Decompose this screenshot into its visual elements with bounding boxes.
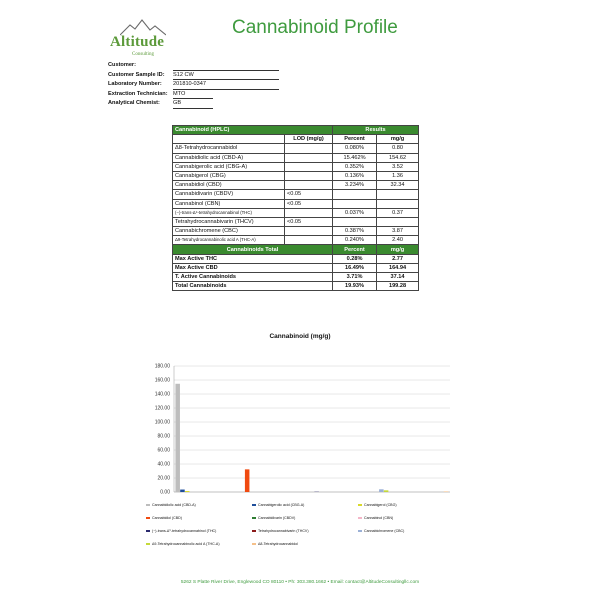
legend-label: Cannabichromene (CBC)	[364, 529, 405, 533]
cannabinoid-name: Cannabinol (CBN)	[173, 199, 285, 208]
lod-value	[285, 208, 333, 217]
percent-value: 0.136%	[333, 171, 377, 180]
legend-item	[252, 516, 295, 520]
totals-percent: 3.71%	[333, 273, 377, 282]
table-row	[173, 208, 419, 217]
table-header-cannabinoid: Cannabinoid (HPLC)	[173, 126, 333, 135]
chart-bar	[379, 489, 384, 492]
company-logo	[108, 18, 178, 64]
table-header-row	[173, 126, 419, 135]
lod-value	[285, 162, 333, 171]
legend-item	[146, 516, 182, 520]
cannabinoid-name: Cannabidivarin (CBDV)	[173, 190, 285, 199]
column-lod: LOD (mg/g)	[285, 135, 333, 144]
info-label: Laboratory Number:	[108, 81, 162, 87]
column-percent: Percent	[333, 135, 377, 144]
totals-mgg: 199.28	[377, 282, 419, 291]
info-value: MTO	[173, 91, 213, 100]
mgg-value: 3.87	[377, 227, 419, 236]
table-row	[173, 162, 419, 171]
info-value: GB	[173, 100, 213, 109]
cannabinoid-name: Tetrahydrocannabivarin (THCV)	[173, 217, 285, 226]
lod-value: <0.05	[285, 190, 333, 199]
totals-percent: 19.93%	[333, 282, 377, 291]
totals-percent: 0.28%	[333, 254, 377, 263]
percent-value: 3.234%	[333, 181, 377, 190]
table-body	[173, 144, 419, 245]
legend-swatch	[358, 530, 362, 532]
cannabinoid-name: Cannabichromene (CBC)	[173, 227, 285, 236]
cannabinoid-name: Cannabigerolic acid (CBG-A)	[173, 162, 285, 171]
legend-label: Cannabidiolic acid (CBD-A)	[152, 503, 196, 507]
table-row	[173, 181, 419, 190]
percent-value	[333, 199, 377, 208]
mgg-value	[377, 199, 419, 208]
info-value	[173, 62, 279, 71]
legend-item	[358, 529, 404, 533]
percent-value	[333, 190, 377, 199]
legend-label: Δ9-Tetrahydrocannabinolic acid A (THC-A)	[152, 542, 220, 546]
legend-label: Tetrahydrocannabivarin (THCV)	[258, 529, 309, 533]
table-row	[173, 199, 419, 208]
mgg-value	[377, 217, 419, 226]
totals-mgg-header: mg/g	[377, 245, 419, 254]
mgg-value: 0.37	[377, 208, 419, 217]
info-value: 201810-0347	[173, 81, 279, 90]
info-label: Customer Sample ID:	[108, 71, 165, 78]
cannabinoid-name: Cannabidiolic acid (CBD-A)	[173, 153, 285, 162]
y-tick-label: 140.00	[154, 391, 170, 398]
y-tick-label: 20.00	[157, 475, 170, 482]
legend-swatch	[146, 504, 150, 506]
totals-mgg: 37.14	[377, 273, 419, 282]
cannabinoid-chart	[140, 352, 460, 500]
y-tick-label: 160.00	[154, 377, 170, 384]
lod-value	[285, 181, 333, 190]
table-header-results: Results	[333, 126, 419, 135]
chart-title: Cannabinoid (mg/g)	[269, 333, 331, 340]
y-tick-label: 100.00	[154, 419, 170, 426]
table-row	[173, 227, 419, 236]
table-row	[173, 190, 419, 199]
lod-value: <0.05	[285, 217, 333, 226]
logo-wordmark: Altitude	[110, 34, 165, 50]
mgg-value: 2.40	[377, 236, 419, 245]
footer-contact: 5262 S Platte River Drive, Englewood CO 80110 • Ph: 303.380.1662 • Email: contact@AltitudeConsultingllc.com	[180, 580, 420, 585]
mgg-value: 154.62	[377, 153, 419, 162]
legend-item	[146, 503, 196, 507]
legend-swatch	[252, 504, 256, 506]
cannabinoid-name: Δ9-Tetrahydrocannabinolic acid A (THC-A)	[173, 236, 285, 245]
percent-value	[333, 217, 377, 226]
percent-value: 0.080%	[333, 144, 377, 153]
totals-label: T. Active Cannabinoids	[173, 273, 333, 282]
page-title: Cannabinoid Profile	[232, 17, 398, 38]
legend-swatch	[252, 517, 256, 519]
legend-item	[358, 503, 397, 507]
lod-value	[285, 236, 333, 245]
legend-item	[252, 503, 304, 507]
mgg-value: 3.52	[377, 162, 419, 171]
info-label: Analytical Chemist:	[108, 100, 160, 106]
table-row	[173, 217, 419, 226]
table-row	[173, 171, 419, 180]
legend-swatch	[146, 517, 150, 519]
chart-bar	[175, 384, 180, 492]
totals-body	[173, 254, 419, 291]
mgg-value: 0.80	[377, 144, 419, 153]
totals-row	[173, 263, 419, 272]
y-tick-label: 180.00	[154, 363, 170, 370]
totals-row	[173, 254, 419, 263]
legend-label: Cannabigerolic acid (CBG-A)	[258, 503, 305, 507]
mgg-value	[377, 190, 419, 199]
legend-label: Cannabidivarin (CBDV)	[258, 516, 296, 520]
table-column-row	[173, 135, 419, 144]
chart-bar	[245, 469, 250, 492]
totals-row	[173, 282, 419, 291]
totals-header-row	[173, 245, 419, 254]
info-value: S12 CW	[173, 72, 279, 81]
legend-item	[252, 542, 298, 546]
chart-bar	[384, 490, 389, 492]
legend-swatch	[146, 530, 150, 532]
y-tick-label: 80.00	[157, 433, 170, 440]
table-row	[173, 236, 419, 245]
info-label: Extraction Technician:	[108, 90, 168, 97]
percent-value: 0.240%	[333, 236, 377, 245]
column-mgg: mg/g	[377, 135, 419, 144]
legend-swatch	[146, 543, 150, 545]
totals-label: Max Active THC	[173, 254, 333, 263]
cannabinoid-name: Cannabidiol (CBD)	[173, 181, 285, 190]
lod-value	[285, 171, 333, 180]
legend-item	[358, 516, 393, 520]
totals-percent: 16.49%	[333, 263, 377, 272]
cannabinoid-name: (−)-trans-Δ⁹-tetrahydrocannabinol (THC)	[173, 208, 285, 217]
legend-item	[146, 529, 216, 533]
info-label: Customer:	[108, 62, 136, 68]
totals-mgg: 164.94	[377, 263, 419, 272]
y-tick-label: 40.00	[157, 461, 170, 468]
table-row	[173, 153, 419, 162]
chart-bar	[180, 490, 185, 492]
cannabinoid-name: Δ8-Tetrahydrocannabidol	[173, 144, 285, 153]
lod-value	[285, 153, 333, 162]
totals-mgg: 2.77	[377, 254, 419, 263]
table-row	[173, 144, 419, 153]
y-tick-label: 60.00	[157, 447, 170, 454]
legend-swatch	[252, 530, 256, 532]
totals-header: Cannabinoids Total	[173, 245, 333, 254]
percent-value: 0.037%	[333, 208, 377, 217]
legend-label: (−)-trans-Δ⁹-tetrahydrocannabinol (THC)	[152, 529, 217, 533]
logo-subtitle: Consulting	[132, 52, 154, 57]
lod-value: <0.05	[285, 199, 333, 208]
totals-row	[173, 273, 419, 282]
chart-bar	[185, 491, 190, 492]
totals-label: Total Cannabinoids	[173, 282, 333, 291]
y-tick-label: 120.00	[154, 405, 170, 412]
cannabinoid-name: Cannabigerol (CBG)	[173, 171, 285, 180]
legend-swatch	[252, 543, 256, 545]
legend-swatch	[358, 517, 362, 519]
y-tick-label: 0.00	[160, 489, 170, 496]
legend-label: Cannabigerol (CBG)	[364, 503, 397, 507]
percent-value: 0.352%	[333, 162, 377, 171]
legend-swatch	[358, 504, 362, 506]
legend-item	[146, 542, 220, 546]
legend-label: Δ8-Tetrahydrocannabidol	[258, 542, 298, 546]
chart-bar	[444, 491, 449, 492]
mgg-value: 1.36	[377, 171, 419, 180]
percent-value: 0.387%	[333, 227, 377, 236]
lod-value	[285, 227, 333, 236]
results-table	[172, 125, 419, 291]
lod-value	[285, 144, 333, 153]
legend-label: Cannabidiol (CBD)	[152, 516, 182, 520]
table-cell	[173, 135, 285, 144]
totals-percent-header: Percent	[333, 245, 377, 254]
totals-label: Max Active CBD	[173, 263, 333, 272]
legend-label: Cannabinol (CBN)	[364, 516, 394, 520]
percent-value: 15.462%	[333, 153, 377, 162]
mgg-value: 32.34	[377, 181, 419, 190]
legend-item	[252, 529, 309, 533]
